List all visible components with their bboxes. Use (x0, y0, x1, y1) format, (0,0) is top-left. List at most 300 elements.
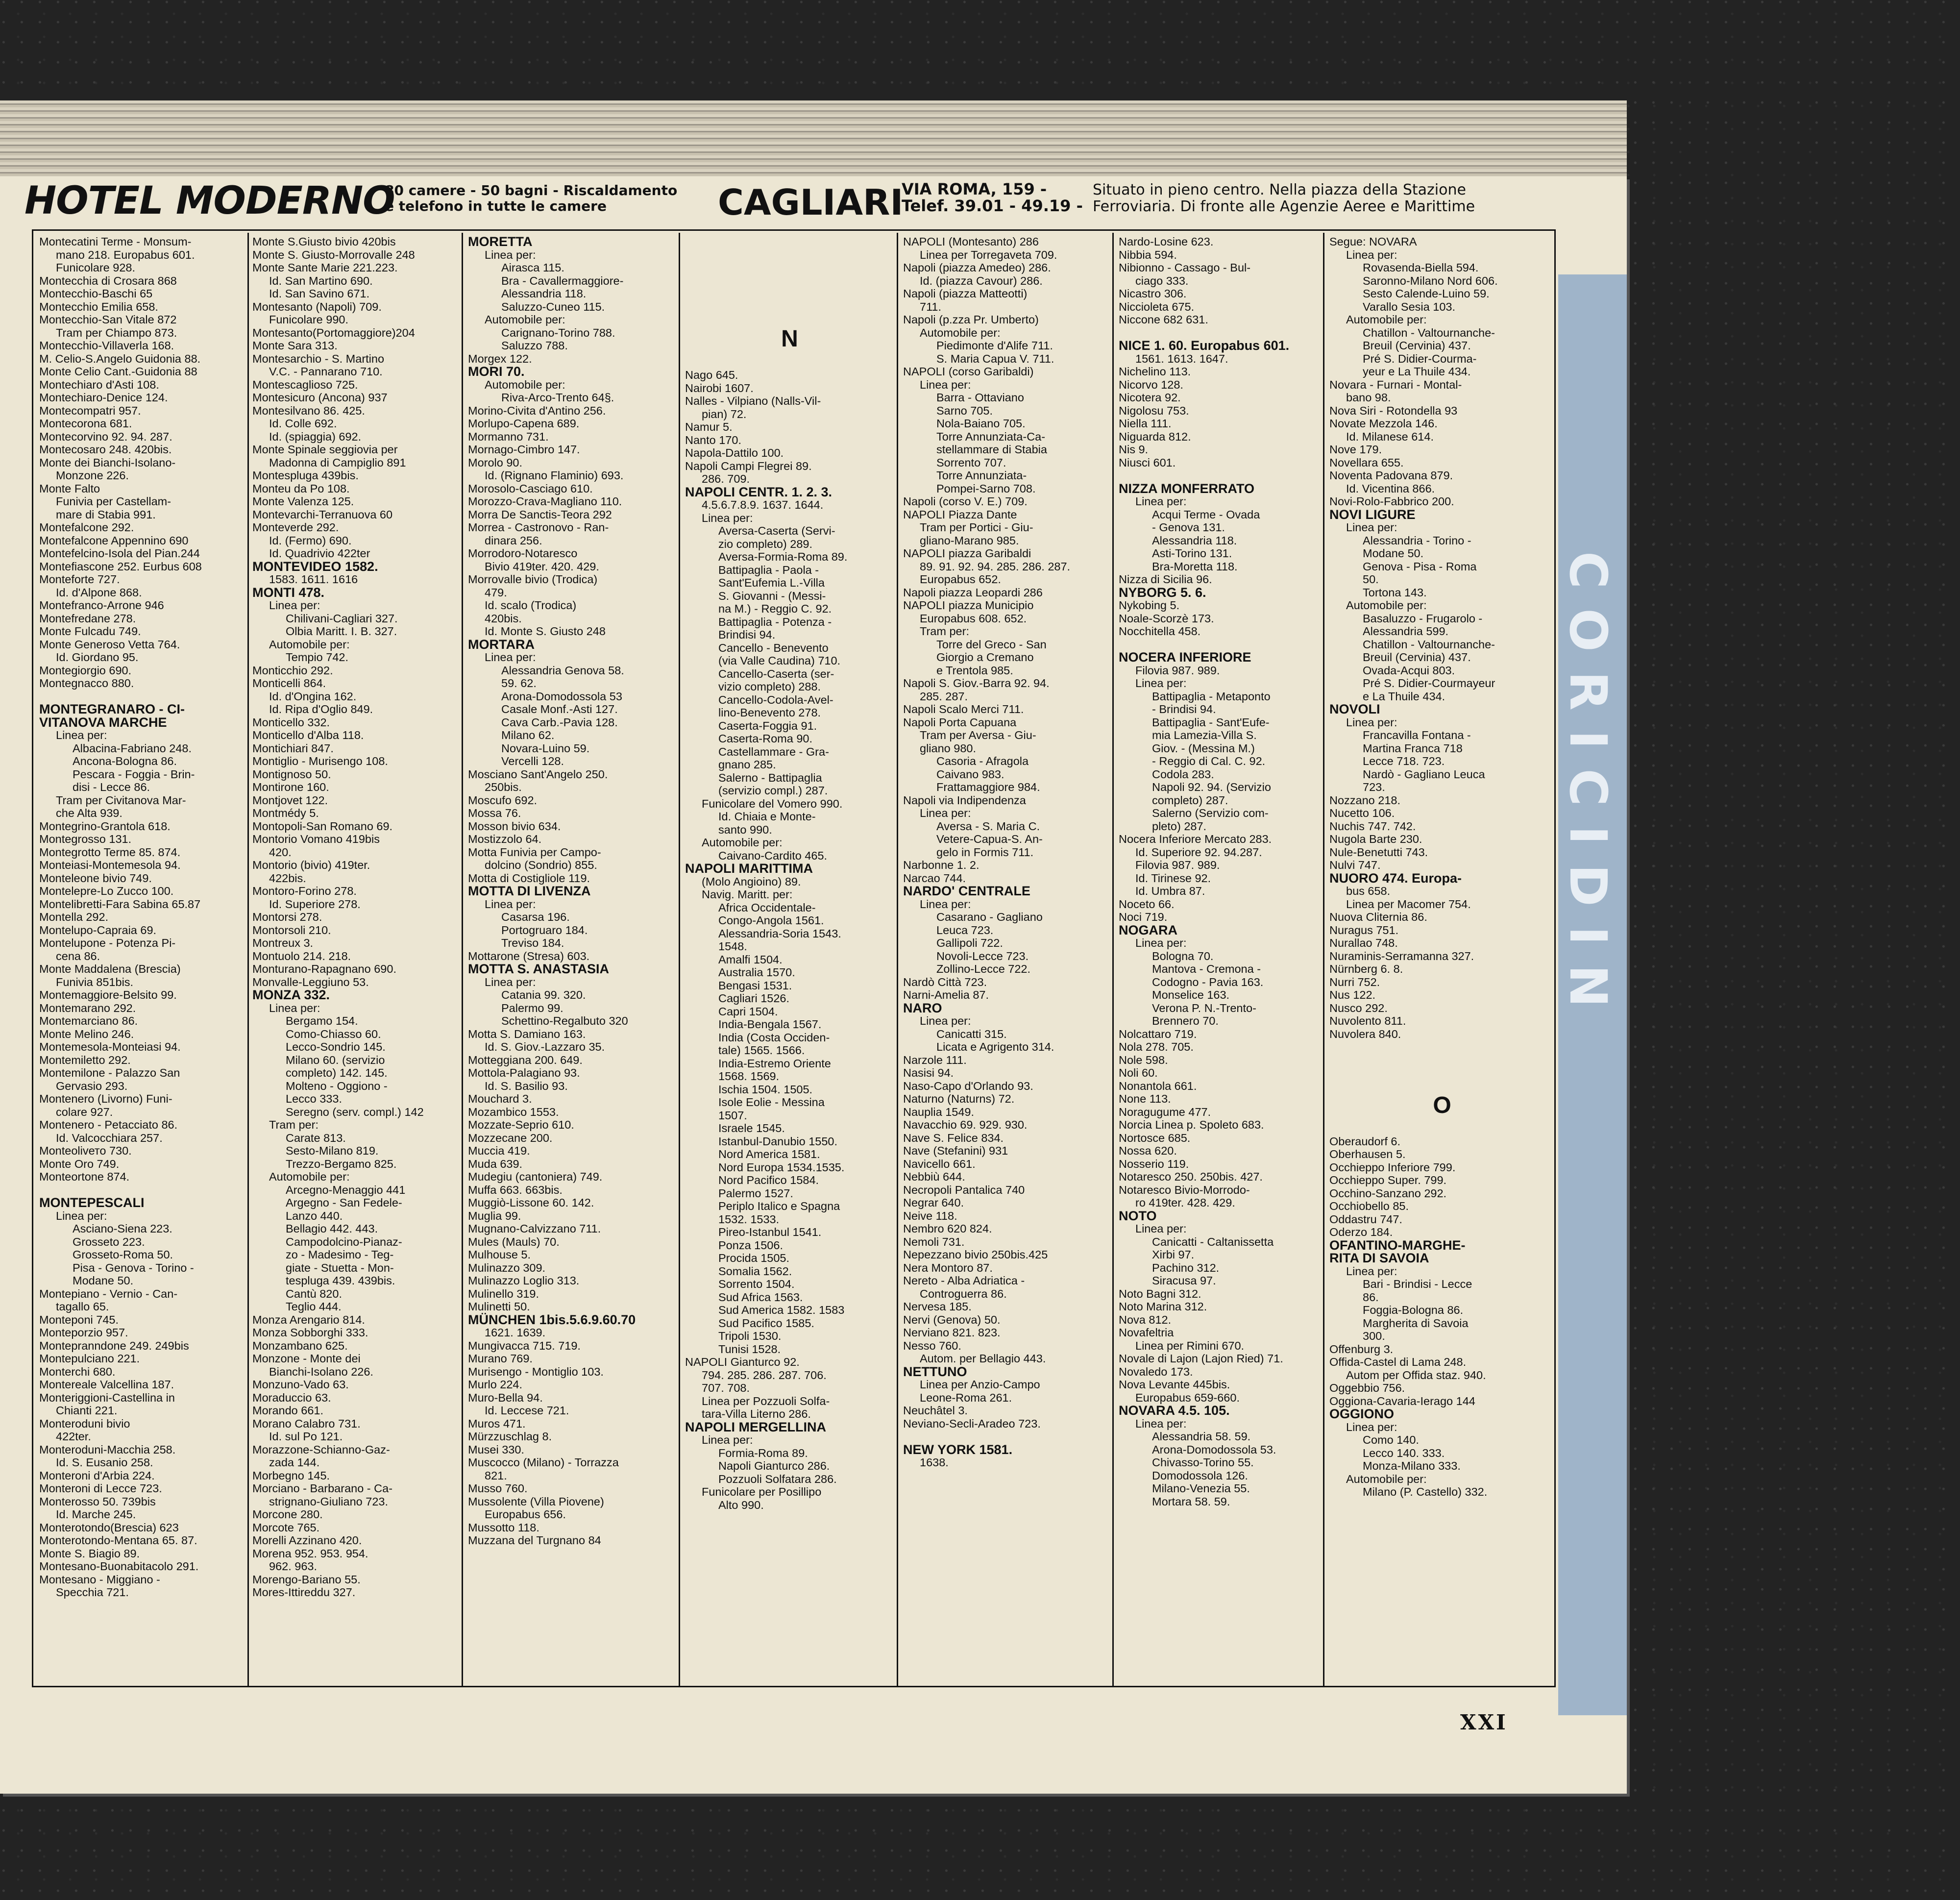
index-entry: Cava Carb.-Pavia 128. (501, 716, 618, 729)
index-entry: 86. (1363, 1290, 1379, 1304)
index-entry: Sesto-Milano 819. (286, 1144, 379, 1157)
index-entry: bano 98. (1346, 391, 1391, 404)
index-entry: Gallipoli 722. (936, 937, 1003, 949)
index-heading: MOTTA S. ANASTASIA (468, 962, 609, 976)
index-entry: Ponza 1506. (718, 1238, 783, 1252)
index-entry: Carate 813. (286, 1131, 346, 1144)
index-entry: Arona-Domodossola 53. (1152, 1443, 1276, 1456)
index-entry (1119, 326, 1321, 340)
index-entry: Mores-Ittireddu 327. (252, 1586, 356, 1599)
index-entry: Namur 5. (685, 420, 733, 433)
index-entry: Morciano - Barbarano - Ca- (252, 1482, 393, 1495)
index-entry: (via Valle Caudina) 710. (718, 654, 841, 667)
index-entry: Montemesola-Monteiasi 94. (39, 1040, 181, 1053)
index-entry: Montorsoli 210. (252, 923, 331, 937)
index-entry: Oberaudorf 6. (1329, 1135, 1401, 1148)
index-entry: Automobile per: (1346, 313, 1427, 326)
index-entry: (Molo Angioino) 89. (702, 875, 801, 888)
index-entry: Montecchia di Crosara 868 (39, 274, 177, 287)
index-entry: Monte Maddalena (Brescia) (39, 962, 181, 975)
index-entry: Napoli piazza Leopardi 286 (903, 586, 1043, 599)
index-heading: NOGARA (1119, 922, 1177, 938)
index-entry: Linea per: (1135, 1417, 1187, 1430)
index-entry: Automobile per: (1346, 1472, 1427, 1485)
index-entry: Napoli 92. 94. (Servizio (1152, 781, 1271, 793)
index-entry: Linea per: (1135, 1222, 1187, 1235)
index-entry: Nurri 752. (1329, 975, 1380, 988)
index-entry: che Alta 939. (56, 807, 122, 819)
index-entry: Automobile per: (269, 1170, 350, 1183)
index-entry: Codogno - Pavia 163. (1152, 975, 1264, 988)
index-entry: Battipaglia - Paola - (718, 563, 819, 576)
index-entry: Monticchio 292. (252, 664, 333, 677)
index-entry: Autom per Offida staz. 940. (1346, 1368, 1486, 1382)
index-entry: Monteiasi-Montemesola 94. (39, 859, 181, 871)
index-entry: Giov. - (Messina M.) (1152, 741, 1255, 755)
index-entry: Monzone - Monte dei (252, 1352, 361, 1365)
index-entry: e Trentola 985. (936, 664, 1013, 677)
index-heading: MÜNCHEN 1bis.5.6.9.60.70 (468, 1312, 636, 1327)
index-entry: Novate Mezzola 146. (1329, 417, 1438, 430)
index-entry: Montiglio - Murisengo 108. (252, 755, 388, 767)
index-entry: Cancello - Benevento (718, 641, 829, 654)
index-entry: Monte S.Giusto bivio 420bis (252, 235, 396, 248)
index-entry: Verona P. N.-Trento- (1152, 1001, 1256, 1014)
index-entry: Codola 283. (1152, 767, 1214, 781)
index-heading: NICE 1. 60. Europabus 601. (1119, 338, 1290, 353)
index-entry: M. Celio-S.Angelo Guidonia 88. (39, 352, 201, 365)
index-entry: Cagliari 1526. (718, 992, 790, 1005)
index-entry: Monzone 226. (56, 469, 129, 482)
index-entry: Breuil (Cervinia) 437. (1363, 651, 1471, 664)
index-entry: Grosseto-Roma 50. (73, 1248, 173, 1261)
index-entry: yeur e La Thuile 434. (1363, 365, 1471, 378)
index-entry: Controguerra 86. (920, 1287, 1007, 1300)
index-entry: Motta di Costigliole 119. (468, 871, 590, 885)
index-entry: Aversa-Caserta (Servi- (718, 524, 835, 537)
index-entry: Salerno (Servizio com- (1152, 807, 1269, 819)
index-entry: Nole 598. (1119, 1053, 1168, 1066)
index-entry: Mussolente (Villa Piovene) (468, 1495, 604, 1508)
index-entry: Narcao 744. (903, 871, 966, 885)
index-entry: Alessandria 118. (1152, 534, 1237, 547)
index-entry: Montenero - Petacciato 86. (39, 1118, 178, 1131)
index-entry: Monticello d'Alba 118. (252, 729, 364, 741)
index-entry: Caserta-Roma 90. (718, 732, 812, 745)
index-heading: OFANTINO-MARGHE- (1329, 1237, 1466, 1253)
index-entry: Madonna di Campiglio 891 (269, 456, 406, 469)
hotel-advert-header (20, 179, 1558, 228)
index-entry: Montesano - Miggiano - (39, 1573, 160, 1586)
index-entry: Monterotondo(Brescia) 623 (39, 1521, 179, 1534)
index-entry (39, 690, 245, 703)
index-entry: Motta Funivia per Campo- (468, 845, 601, 859)
index-entry: Nanto 170. (685, 433, 741, 446)
index-entry: Aversa-Formia-Roma 89. (718, 550, 848, 563)
index-entry: NAPOLI Gianturco 92. (685, 1356, 800, 1368)
index-entry: Zollino-Lecce 722. (936, 962, 1031, 975)
index-entry: Monteporzio 957. (39, 1326, 128, 1339)
index-entry: Vercelli 128. (501, 755, 564, 767)
index-entry: Palermo 1527. (718, 1186, 793, 1200)
index-entry: Navicello 661. (903, 1157, 976, 1170)
index-entry: Modane 50. (1363, 547, 1424, 560)
index-entry: Novale di Lajon (Lajon Ried) 71. (1119, 1352, 1283, 1365)
index-entry: zio completo) 289. (718, 537, 813, 550)
index-entry: completo) 142. 145. (286, 1066, 388, 1079)
index-entry: Mulhouse 5. (468, 1248, 531, 1261)
index-entry: 59. 62. (501, 677, 537, 690)
index-entry: Muro-Bella 94. (468, 1391, 543, 1404)
index-entry: Napoli (piazza Amedeo) 286. (903, 261, 1051, 274)
index-entry: Montelupo-Capraia 69. (39, 923, 157, 937)
index-entry: Foggia-Bologna 86. (1363, 1304, 1464, 1316)
index-entry: Nigolosu 753. (1119, 404, 1189, 417)
index-entry: Europabus 608. 652. (920, 612, 1027, 625)
index-entry: Noragugume 477. (1119, 1105, 1211, 1118)
index-entry: Montevarchi-Terranuova 60 (252, 508, 393, 521)
index-entry: Id. (Fermo) 690. (269, 534, 352, 547)
index-entry: Rovasenda-Biella 594. (1363, 261, 1479, 274)
index-entry: Siracusa 97. (1152, 1274, 1216, 1287)
index-entry: Ancona-Bologna 86. (73, 755, 177, 767)
index-entry: Lecco 140. 333. (1363, 1446, 1445, 1459)
index-entry: Novara - Furnari - Montal- (1329, 378, 1462, 391)
index-entry: Morcone 280. (252, 1508, 323, 1521)
index-entry: Nuova Cliternia 86. (1329, 911, 1427, 923)
index-entry: Linea per: (1346, 248, 1397, 261)
index-entry: Montichiari 847. (252, 741, 334, 755)
index-entry: Id. Quadrivio 422ter (269, 547, 370, 560)
index-entry: Nuraminis-Serramanna 327. (1329, 949, 1474, 962)
hotel-city: CAGLIARI (718, 182, 904, 223)
index-entry: Nauplia 1549. (903, 1105, 975, 1118)
index-entry: Id. Umbra 87. (1135, 885, 1205, 897)
index-entry: Francavilla Fontana - (1363, 729, 1471, 741)
index-entry (1329, 1066, 1555, 1080)
hotel-description-line1: Situato in pieno centro. Nella piazza della Stazione (1093, 181, 1466, 198)
index-entry: Nereto - Alba Adriatica - (903, 1274, 1025, 1287)
index-entry: Mozzate-Seprio 610. (468, 1118, 574, 1131)
index-entry: Montespluga 439bis. (252, 469, 359, 482)
index-heading: NUORO 474. Europa- (1329, 870, 1462, 886)
index-entry: Novara-Luino 59. (501, 741, 590, 755)
index-entry: Nicastro 306. (1119, 287, 1187, 300)
index-entry: Bologna 70. (1152, 949, 1214, 962)
index-entry: Niguarda 812. (1119, 430, 1191, 443)
index-entry: dinara 256. (485, 534, 542, 547)
index-entry: Muzzana del Turgnano 84 (468, 1534, 601, 1547)
index-entry (685, 287, 894, 300)
index-entry: Montesilvano 86. 425. (252, 404, 365, 417)
index-entry: Tortona 143. (1363, 586, 1427, 599)
index-entry: Montegrosso 131. (39, 833, 132, 845)
index-entry: Lanzo 440. (286, 1209, 343, 1222)
index-entry: Morrovalle bivio (Trodica) (468, 573, 598, 586)
index-entry: Margherita di Savoia (1363, 1316, 1469, 1330)
index-column-5 (903, 235, 1110, 1681)
index-entry: Montecorona 681. (39, 417, 132, 430)
index-entry: Tempio 742. (286, 651, 349, 664)
index-entry: Nykobing 5. (1119, 599, 1180, 612)
index-entry: Chianti 221. (56, 1404, 118, 1417)
index-entry: lino-Benevento 278. (718, 706, 821, 719)
index-entry: Tram per: (269, 1118, 318, 1131)
index-entry: Asti-Torino 131. (1152, 547, 1232, 560)
index-entry: Id. Monte S. Giusto 248 (485, 625, 606, 638)
index-entry: Id. Chiaia e Monte- (718, 810, 816, 823)
index-entry: Monvalle-Leggiuno 53. (252, 975, 369, 988)
index-entry: Monselice 163. (1152, 988, 1230, 1001)
index-entry: Automobile per: (702, 836, 783, 849)
column-rule (247, 233, 249, 1686)
index-entry: Chivasso-Torino 55. (1152, 1456, 1254, 1469)
index-entry: Nemoli 731. (903, 1235, 965, 1248)
index-entry: Occhino-Sanzano 292. (1329, 1186, 1447, 1200)
index-entry: Alessandria 599. (1363, 625, 1449, 638)
index-heading: NETTUNO (903, 1364, 967, 1379)
index-entry: Noto Bagni 312. (1119, 1287, 1201, 1300)
index-entry: Monturano-Rapagnano 690. (252, 962, 396, 975)
index-entry: Monte Valenza 125. (252, 495, 354, 508)
index-entry: bus 658. (1346, 885, 1391, 897)
index-entry: Mulinazzo Loglio 313. (468, 1274, 580, 1287)
index-entry: Naturno (Naturns) 72. (903, 1092, 1015, 1105)
index-entry: Montesanto(Portomaggiore)204 (252, 326, 415, 339)
index-entry: Id. Valcocchiara 257. (56, 1131, 163, 1144)
index-entry: Sorrento 1504. (718, 1278, 795, 1290)
index-entry: 707. 708. (702, 1382, 750, 1394)
index-entry: Como 140. (1363, 1433, 1419, 1446)
index-entry: Alto 990. (718, 1498, 764, 1511)
index-entry: Pompei-Sarno 708. (936, 482, 1036, 495)
index-entry: tespluga 439. 439bis. (286, 1274, 395, 1287)
index-heading: NOVOLI (1329, 702, 1380, 716)
index-entry: Pré S. Didier-Courma- (1363, 352, 1477, 365)
index-entry: 479. (485, 586, 507, 599)
index-entry: Schettino-Regalbuto 320 (501, 1014, 628, 1027)
index-entry: Lecco 333. (286, 1092, 342, 1105)
index-entry: India-Estremo Oriente (718, 1057, 831, 1070)
index-entry: Monte S. Biagio 89. (39, 1547, 140, 1560)
index-entry: Nardo-Losine 623. (1119, 235, 1214, 248)
index-entry: Airasca 115. (501, 261, 564, 274)
index-entry (685, 274, 894, 288)
index-entry: 420. (269, 845, 292, 859)
index-entry: Moraduccio 63. (252, 1391, 331, 1404)
index-entry: Alessandria 58. 59. (1152, 1430, 1251, 1443)
index-entry: Monte dei Bianchi-Isolano- (39, 456, 176, 469)
index-entry: Montuolo 214. 218. (252, 949, 351, 962)
index-entry: Frattamaggiore 984. (936, 781, 1040, 793)
index-entry: gliano-Marano 985. (920, 534, 1019, 547)
index-entry: Ovada-Acqui 803. (1363, 664, 1455, 677)
index-entry: Monte Generoso Vetta 764. (39, 638, 180, 651)
index-entry: Oddastru 747. (1329, 1212, 1402, 1226)
index-entry: Segue: NOVARA (1329, 235, 1417, 248)
index-entry: Breuil (Cervinia) 437. (1363, 339, 1471, 352)
index-entry: Muros 471. (468, 1417, 526, 1430)
index-entry: Monte Sara 313. (252, 339, 338, 352)
index-heading: OGGIONO (1329, 1406, 1395, 1421)
index-entry (685, 248, 894, 262)
index-entry: Monteponi 745. (39, 1313, 119, 1326)
index-entry: Id. Colle 692. (269, 417, 337, 430)
index-heading: RITA DI SAVOIA (1329, 1251, 1429, 1265)
index-entry: Montepulciano 221. (39, 1352, 140, 1365)
index-entry: Cantù 820. (286, 1287, 342, 1300)
index-entry: Nardò Città 723. (903, 975, 987, 988)
index-entry: 723. (1363, 781, 1385, 793)
index-entry: Morosolo-Casciago 610. (468, 482, 593, 495)
index-entry: Sant'Eufemia L.-Villa (718, 576, 825, 589)
index-entry: Linea per: (920, 378, 971, 391)
index-heading: MONTI 478. (252, 585, 325, 600)
index-entry: Battipaglia - Potenza - (718, 615, 832, 628)
index-entry: Nardò - Gagliano Leuca (1363, 767, 1485, 781)
index-entry: 286. 709. (702, 472, 750, 485)
index-entry: tara-Villa Literno 286. (702, 1407, 811, 1420)
index-entry: Id. d'Alpone 868. (56, 586, 142, 599)
index-heading: MORETTA (468, 235, 533, 249)
index-entry: Montefalcone Appennino 690 (39, 534, 189, 547)
column-rule (1112, 233, 1114, 1686)
index-entry: Monteriggioni-Castellina in (39, 1391, 175, 1404)
index-entry: Sud Africa 1563. (718, 1290, 803, 1304)
index-entry: Portogruaro 184. (501, 923, 588, 937)
index-entry: Carignano-Torino 788. (501, 326, 615, 339)
index-entry: Norcia Linea p. Spoleto 683. (1119, 1118, 1264, 1131)
index-entry: Linea per: (702, 1433, 753, 1446)
index-entry: Pisa - Genova - Torino - (73, 1261, 194, 1274)
index-column-1 (39, 235, 245, 1681)
index-entry: Linea per: (485, 897, 536, 911)
index-entry: Montorio Vomano 419bis (252, 833, 380, 845)
index-entry: Automobile per: (269, 638, 350, 651)
index-entry: completo) 287. (1152, 793, 1228, 807)
index-entry: Nova 812. (1119, 1313, 1172, 1326)
index-entry: Linea per: (1135, 937, 1187, 949)
index-entry: Mozambico 1553. (468, 1105, 559, 1118)
index-entry: Isole Eolie - Messina (718, 1096, 825, 1109)
index-entry: zo - Madesimo - Teg- (286, 1248, 394, 1261)
index-entry: Linea per: (56, 1209, 107, 1222)
index-entry: Montopoli-San Romano 69. (252, 819, 393, 833)
index-entry: Canicatti - Caltanissetta (1152, 1235, 1274, 1248)
index-entry: Alessandria - Torino - (1363, 534, 1471, 547)
index-entry: Monteroduni-Macchia 258. (39, 1443, 176, 1456)
column-rule (679, 233, 680, 1686)
index-entry: Montorsi 278. (252, 911, 322, 923)
index-entry: Montemiletto 292. (39, 1053, 131, 1066)
index-entry: Casarsa 196. (501, 911, 570, 923)
index-entry: Id. sul Po 121. (269, 1430, 343, 1443)
index-entry: Olbia Maritt. I. B. 327. (286, 625, 397, 638)
index-entry: Occhieppo Super. 799. (1329, 1174, 1447, 1186)
index-entry: Nave S. Felice 834. (903, 1131, 1004, 1144)
index-entry: zada 144. (269, 1456, 320, 1469)
index-entry: Cancello-Codola-Avel- (718, 693, 833, 706)
index-entry: Monteforte 727. (39, 573, 120, 586)
index-entry: Caivano 983. (936, 767, 1004, 781)
index-entry: Istanbul-Danubio 1550. (718, 1135, 838, 1148)
index-entry: Nepezzano bivio 250bis.425 (903, 1248, 1048, 1261)
index-entry: Mosciano Sant'Angelo 250. (468, 767, 608, 781)
index-entry: Molteno - Oggiono - (286, 1079, 388, 1092)
index-entry: Casale Monf.-Asti 127. (501, 703, 618, 716)
index-column-6 (1119, 235, 1321, 1681)
index-entry: Bianchi-Isolano 226. (269, 1365, 373, 1378)
index-entry: Mottola-Palagiano 93. (468, 1066, 580, 1079)
index-entry: Id. Giordano 95. (56, 651, 139, 664)
column-rule (897, 233, 898, 1686)
index-entry: Riva-Arco-Trento 64§. (501, 391, 614, 404)
index-entry (1119, 638, 1321, 651)
index-entry: 1568. 1569. (718, 1070, 780, 1083)
index-entry: Morbegno 145. (252, 1469, 330, 1482)
index-entry: Pozzuoli Solfatara 286. (718, 1472, 837, 1485)
index-entry: Sarno 705. (936, 404, 993, 417)
index-heading: NAPOLI CENTR. 1. 2. 3. (685, 484, 833, 499)
index-entry: Id. (spiaggia) 692. (269, 430, 362, 443)
index-entry: Niccone 682 631. (1119, 313, 1208, 326)
index-entry: Mortara 58. 59. (1152, 1495, 1230, 1508)
index-entry: santo 990. (718, 823, 772, 836)
index-entry: Linea per: (269, 599, 320, 612)
index-heading: MORI 70. (468, 364, 525, 379)
index-entry: Treviso 184. (501, 937, 564, 949)
index-entry: Id. scalo (Trodica) (485, 599, 577, 612)
index-entry: - Genova 131. (1152, 521, 1225, 534)
hotel-rooms-line1: 80 camere - 50 bagni - Riscaldamento (385, 182, 678, 198)
index-heading: NOVI LIGURE (1329, 507, 1416, 522)
index-entry: Occhiobello 85. (1329, 1200, 1409, 1212)
index-entry: Niella 111. (1119, 417, 1172, 430)
index-entry: Mozzecane 200. (468, 1131, 553, 1144)
index-entry: Morozzo-Crava-Magliano 110. (468, 495, 622, 508)
index-entry: Nozzano 218. (1329, 793, 1401, 807)
index-entry: disi - Lecce 86. (73, 781, 150, 793)
index-entry: Nord Pacifico 1584. (718, 1174, 819, 1186)
index-entry: Narbonne 1. 2. (903, 859, 980, 871)
index-entry: giate - Stuetta - Mon- (286, 1261, 394, 1274)
index-entry: Xirbi 97. (1152, 1248, 1195, 1261)
index-entry: Bergamo 154. (286, 1014, 358, 1027)
index-entry: Linea per Anzio-Campo (920, 1378, 1040, 1391)
index-entry: 794. 285. 286. 287. 706. (702, 1368, 827, 1382)
index-entry: Congo-Angola 1561. (718, 914, 824, 927)
index-entry: Barra - Ottaviano (936, 391, 1024, 404)
index-entry: Pré S. Didier-Courmayeur (1363, 677, 1495, 690)
index-entry: Bellagio 442. 443. (286, 1222, 378, 1235)
index-entry: Montescaglioso 725. (252, 378, 358, 391)
index-entry: Caivano-Cardito 465. (718, 849, 828, 862)
index-entry: Automobile per: (1346, 599, 1427, 612)
index-entry: Martina Franca 718 (1363, 741, 1463, 755)
index-entry: Monte Celio Cant.-Guidonia 88 (39, 365, 197, 378)
index-heading: MONTEVIDEO 1582. (252, 559, 378, 574)
index-entry: Nucetto 106. (1329, 807, 1395, 819)
index-entry: Novi-Rolo-Fabbrico 200. (1329, 495, 1454, 508)
index-entry: Battipaglia - Sant'Eufe- (1152, 716, 1270, 729)
index-entry: Seregno (serv. compl.) 142 (286, 1105, 424, 1118)
index-entry: Linea per: (920, 807, 971, 819)
index-entry: Monterotondo-Mentana 65. 87. (39, 1534, 197, 1547)
index-entry: Bengasi 1531. (718, 979, 792, 992)
index-entry: Monteu da Po 108. (252, 482, 350, 495)
index-entry: Niccioleta 675. (1119, 300, 1195, 313)
index-entry: Monterchi 680. (39, 1365, 116, 1378)
